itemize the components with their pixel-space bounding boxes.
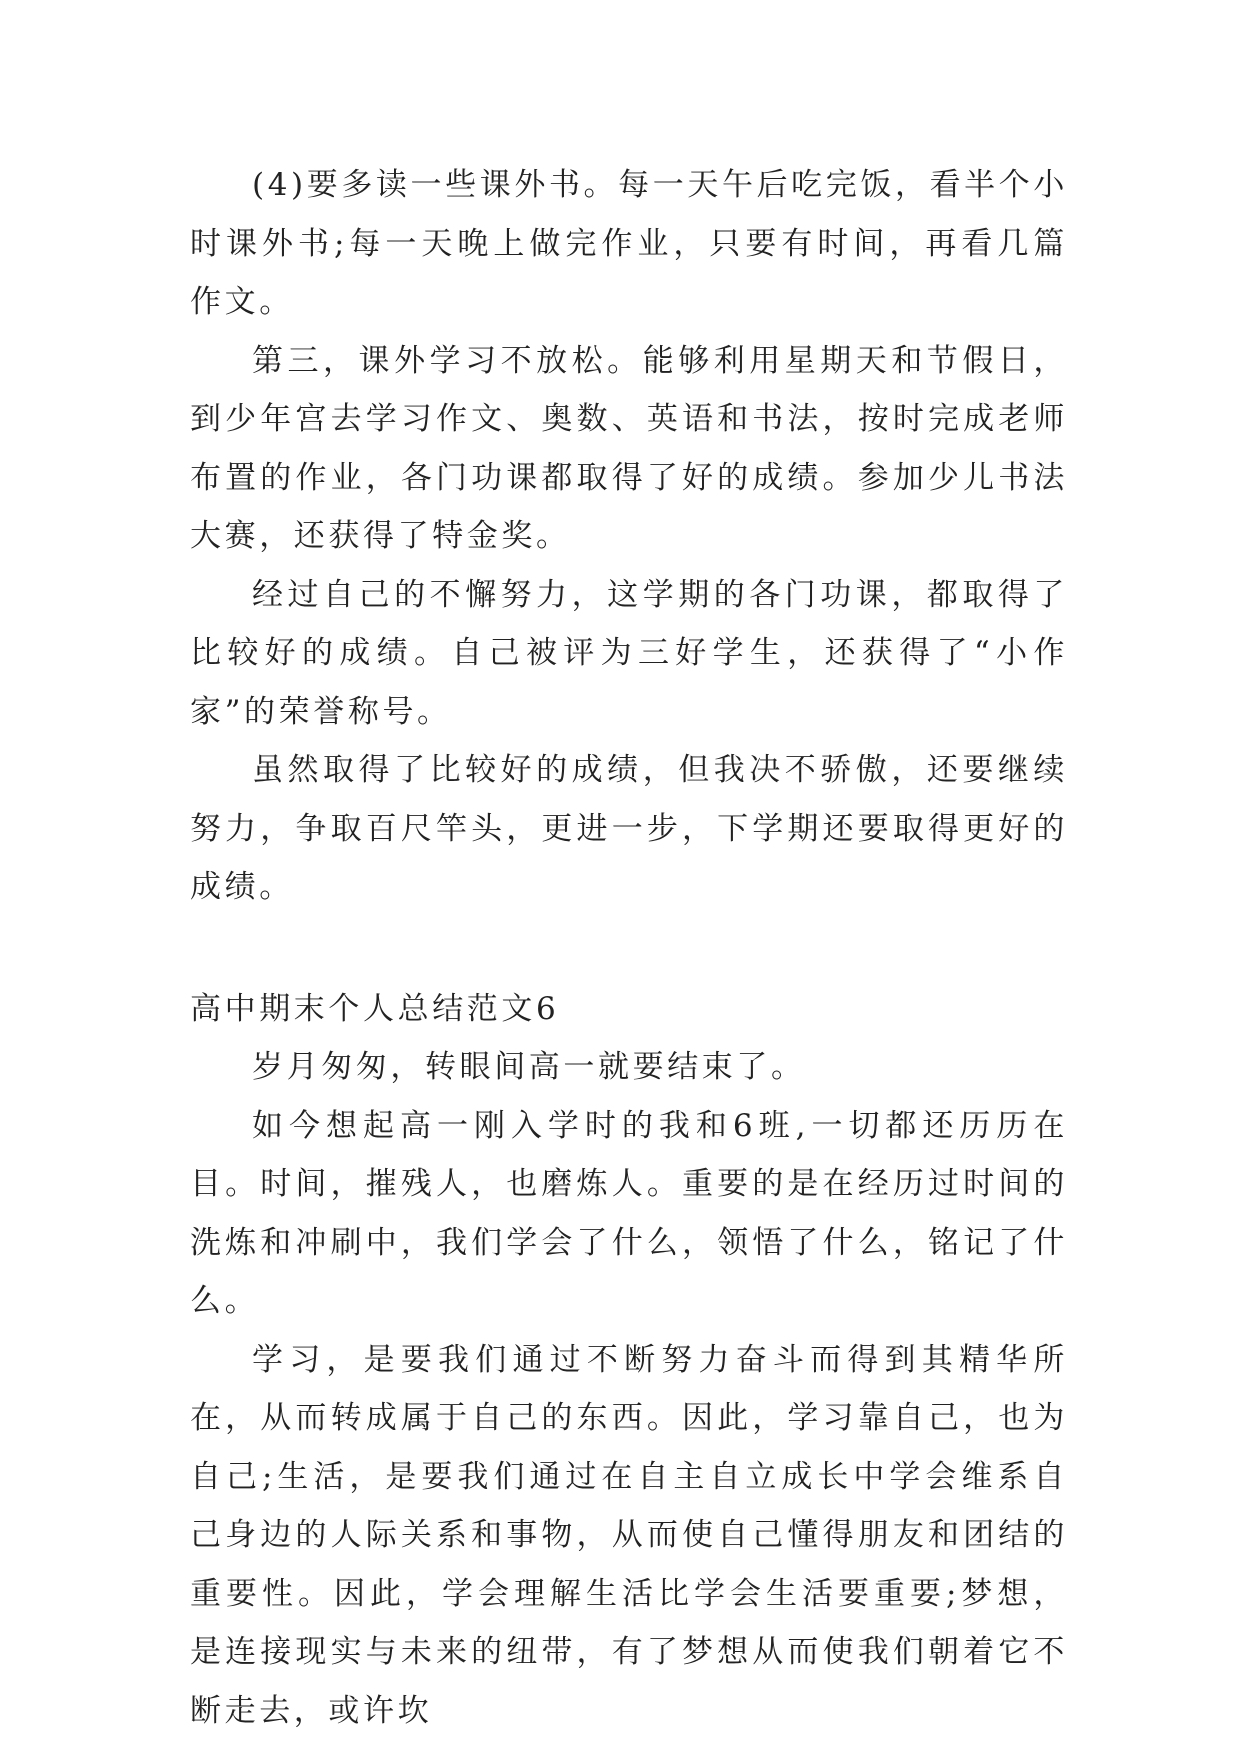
paragraph-extracurricular-study: 第三，课外学习不放松。能够利用星期天和节假日，到少年宫去学习作文、奥数、英语和书法，按时完成老师布置的作业，各门功课都取得了好的成绩。参加少儿书法大赛，还获得了特金奖。: [190, 342, 1068, 554]
paragraph-reading-habit: (4)要多读一些课外书。每一天午后吃完饭，看半个小时课外书;每一天晚上做完作业，只要有时间，再看几篇作文。: [190, 167, 1068, 320]
section-title: 高中期末个人总结范文6: [190, 990, 560, 1027]
paragraph-time-passing: 岁月匆匆，转眼间高一就要结束了。: [252, 1049, 806, 1085]
document-body: [190, 156, 1068, 1740]
paragraph-achievements: 经过自己的不懈努力，这学期的各门功课，都取得了比较好的成绩。自己被评为三好学生，还获得了“小作家”的荣誉称号。: [190, 576, 1068, 730]
paragraph-resolution: 虽然取得了比较好的成绩，但我决不骄傲，还要继续努力，争取百尺竿头，更进一步，下学期还要取得更好的成绩。: [190, 752, 1068, 905]
paragraph-study-life-dream: 学习，是要我们通过不断努力奋斗而得到其精华所在，从而转成属于自己的东西。因此，学习靠自己，也为自己;生活，是要我们通过在自主自立成长中学会维系自己身边的人际关系和事物，从而使自己懂得朋友和团结的重要性。因此，学会理解生活比学会生活要重要;梦想，是连接现实与未来的纽带，有了梦想从而使我们朝着它不断走去，或许坎: [190, 1341, 1068, 1729]
paragraph-memories: 如今想起高一刚入学时的我和6班,一切都还历历在目。时间，摧残人，也磨炼人。重要的是在经历过时间的洗炼和冲刷中，我们学会了什么，领悟了什么，铭记了什么。: [190, 1107, 1068, 1319]
